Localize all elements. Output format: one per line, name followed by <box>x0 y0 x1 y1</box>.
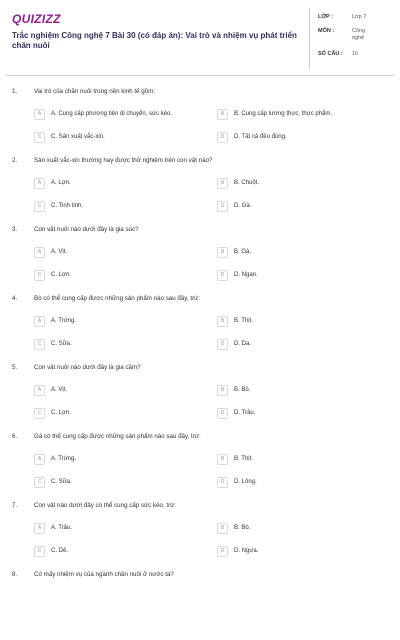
option-text: D. Ngan. <box>234 272 258 278</box>
question-number: 4. <box>12 295 18 302</box>
option-text: B. Thịt. <box>234 456 253 462</box>
answer-option-a[interactable] <box>34 109 198 120</box>
option-text: A. Trứng. <box>51 318 77 324</box>
option-checkbox[interactable]: C <box>34 546 45 557</box>
option-text: C. Lợn. <box>51 272 71 278</box>
question-number: 3. <box>12 226 18 233</box>
answer-option-c[interactable] <box>34 546 198 557</box>
question-item <box>0 157 400 226</box>
answer-option-d[interactable] <box>217 546 381 557</box>
meta-count-value: 10 <box>352 51 359 57</box>
meta-subject-value: Công nghệ <box>352 28 366 41</box>
option-text: B. Cung cấp lương thực, thực phẩm. <box>234 111 333 117</box>
question-item <box>0 571 400 640</box>
answer-option-c[interactable] <box>34 408 198 419</box>
option-checkbox[interactable]: B <box>217 385 228 396</box>
question-number: 1. <box>12 88 18 95</box>
option-checkbox[interactable]: D <box>217 339 228 350</box>
question-item <box>0 226 400 295</box>
option-text: D. Ngựa. <box>234 548 259 554</box>
option-checkbox[interactable]: B <box>217 178 228 189</box>
option-text: A. Trứng. <box>51 456 77 462</box>
option-text: C. Sản xuất vắc-xin. <box>51 134 105 140</box>
option-checkbox[interactable]: A <box>34 385 45 396</box>
option-checkbox[interactable]: A <box>34 523 45 534</box>
question-item <box>0 295 400 364</box>
answer-option-c[interactable] <box>34 132 198 143</box>
option-checkbox[interactable]: D <box>217 270 228 281</box>
answer-option-a[interactable] <box>34 523 198 534</box>
answer-option-b[interactable] <box>217 523 381 534</box>
answer-option-c[interactable] <box>34 270 198 281</box>
question-list <box>0 88 400 640</box>
meta-grade-label: LỚP : <box>318 14 333 20</box>
question-text: Sản xuất vắc-xin thường hay được thử nghiệm trên con vật nào? <box>34 157 213 164</box>
header-vertical-divider <box>309 8 310 70</box>
answer-option-b[interactable] <box>217 178 381 189</box>
answer-option-a[interactable] <box>34 454 198 465</box>
option-text: B. Gà. <box>234 249 252 255</box>
option-checkbox[interactable]: D <box>217 201 228 212</box>
option-text: C. Sữa. <box>51 479 72 485</box>
answer-option-d[interactable] <box>217 408 381 419</box>
option-text: B. Bò. <box>234 387 251 393</box>
option-text: D. Gà. <box>234 203 252 209</box>
question-text: Bò có thể cung cấp được những sản phẩm nào sau đây, trừ: <box>34 295 200 302</box>
option-checkbox[interactable]: C <box>34 408 45 419</box>
answer-option-d[interactable] <box>217 477 381 488</box>
option-checkbox[interactable]: C <box>34 270 45 281</box>
answer-option-b[interactable] <box>217 247 381 258</box>
question-text: Gà có thể cung cấp được những sản phẩm nào sau đây, trừ: <box>34 433 201 440</box>
option-text: C. Lợn. <box>51 410 71 416</box>
answer-option-a[interactable] <box>34 316 198 327</box>
option-checkbox[interactable]: C <box>34 201 45 212</box>
option-checkbox[interactable]: A <box>34 178 45 189</box>
option-checkbox[interactable]: A <box>34 454 45 465</box>
answer-option-c[interactable] <box>34 201 198 212</box>
option-text: B. Bò. <box>234 525 251 531</box>
option-checkbox[interactable]: D <box>217 546 228 557</box>
meta-subject-label: MÔN : <box>318 28 335 34</box>
option-checkbox[interactable]: A <box>34 109 45 120</box>
answer-option-b[interactable] <box>217 385 381 396</box>
worksheet-title: Trắc nghiệm Công nghệ 7 Bài 30 (có đáp án): Vai trò và nhiệm vụ phát triển chăn nuôi <box>12 31 297 50</box>
answer-option-d[interactable] <box>217 201 381 212</box>
question-item <box>0 88 400 157</box>
option-checkbox[interactable]: B <box>217 523 228 534</box>
question-text: Con vật nuôi nào dưới đây là gia cầm? <box>34 364 141 371</box>
meta-count <box>318 51 390 65</box>
option-text: C. Sữa. <box>51 341 72 347</box>
answer-option-b[interactable] <box>217 454 381 465</box>
answer-option-a[interactable] <box>34 178 198 189</box>
answer-option-b[interactable] <box>217 109 381 120</box>
option-checkbox[interactable]: D <box>217 132 228 143</box>
question-number: 6. <box>12 433 18 440</box>
option-checkbox[interactable]: B <box>217 454 228 465</box>
option-text: D. Lông. <box>234 479 257 485</box>
option-text: A. Trâu. <box>51 525 73 531</box>
answer-option-c[interactable] <box>34 339 198 350</box>
question-number: 2. <box>12 157 18 164</box>
option-checkbox[interactable]: B <box>217 247 228 258</box>
answer-option-d[interactable] <box>217 270 381 281</box>
option-checkbox[interactable]: C <box>34 477 45 488</box>
option-checkbox[interactable]: D <box>217 408 228 419</box>
answer-option-b[interactable] <box>217 316 381 327</box>
option-text: B. Thịt. <box>234 318 253 324</box>
option-checkbox[interactable]: C <box>34 339 45 350</box>
option-text: D. Da. <box>234 341 252 347</box>
option-text: B. Chuột. <box>234 180 260 186</box>
answer-option-d[interactable] <box>217 339 381 350</box>
question-number: 8. <box>12 571 18 578</box>
worksheet-meta <box>318 14 390 65</box>
meta-grade <box>318 14 390 28</box>
meta-grade-value: Lớp 7 <box>352 14 367 20</box>
option-text: A. Vịt. <box>51 249 68 255</box>
question-item <box>0 433 400 502</box>
option-checkbox[interactable]: A <box>34 247 45 258</box>
quizizz-logo: QUIZIZZ <box>12 12 61 26</box>
meta-count-label: SỐ CÂU : <box>318 51 343 57</box>
option-text: D. Trâu. <box>234 410 256 416</box>
option-text: A. Vịt. <box>51 387 68 393</box>
answer-option-c[interactable] <box>34 477 198 488</box>
question-text: Vai trò của chăn nuôi trong nền kinh tế gồm: <box>34 88 155 95</box>
question-number: 7. <box>12 502 18 509</box>
option-text: A. Cung cấp phương tiện di chuyển, sức kéo. <box>51 111 173 117</box>
question-text: Con vật nuôi nào dưới đây là gia súc? <box>34 226 139 233</box>
question-number: 5. <box>12 364 18 371</box>
question-text: Có mấy nhiệm vụ của ngành chăn nuôi ở nước ta? <box>34 571 174 578</box>
option-checkbox[interactable]: D <box>217 477 228 488</box>
meta-subject <box>318 28 390 51</box>
option-checkbox[interactable]: B <box>217 109 228 120</box>
answer-option-a[interactable] <box>34 385 198 396</box>
answer-option-a[interactable] <box>34 247 198 258</box>
option-text: A. Lợn. <box>51 180 71 186</box>
header-divider <box>6 75 394 76</box>
worksheet-header <box>0 0 400 75</box>
answer-option-d[interactable] <box>217 132 381 143</box>
option-checkbox[interactable]: B <box>217 316 228 327</box>
option-checkbox[interactable]: A <box>34 316 45 327</box>
question-item <box>0 502 400 571</box>
option-checkbox[interactable]: C <box>34 132 45 143</box>
option-text: D. Tất cả đều đúng. <box>234 134 287 140</box>
question-item <box>0 364 400 433</box>
option-text: C. Dê. <box>51 548 69 554</box>
question-text: Con vật nào dưới đây có thể cung cấp sức kéo, trừ: <box>34 502 177 509</box>
option-text: C. Tinh tinh. <box>51 203 84 209</box>
